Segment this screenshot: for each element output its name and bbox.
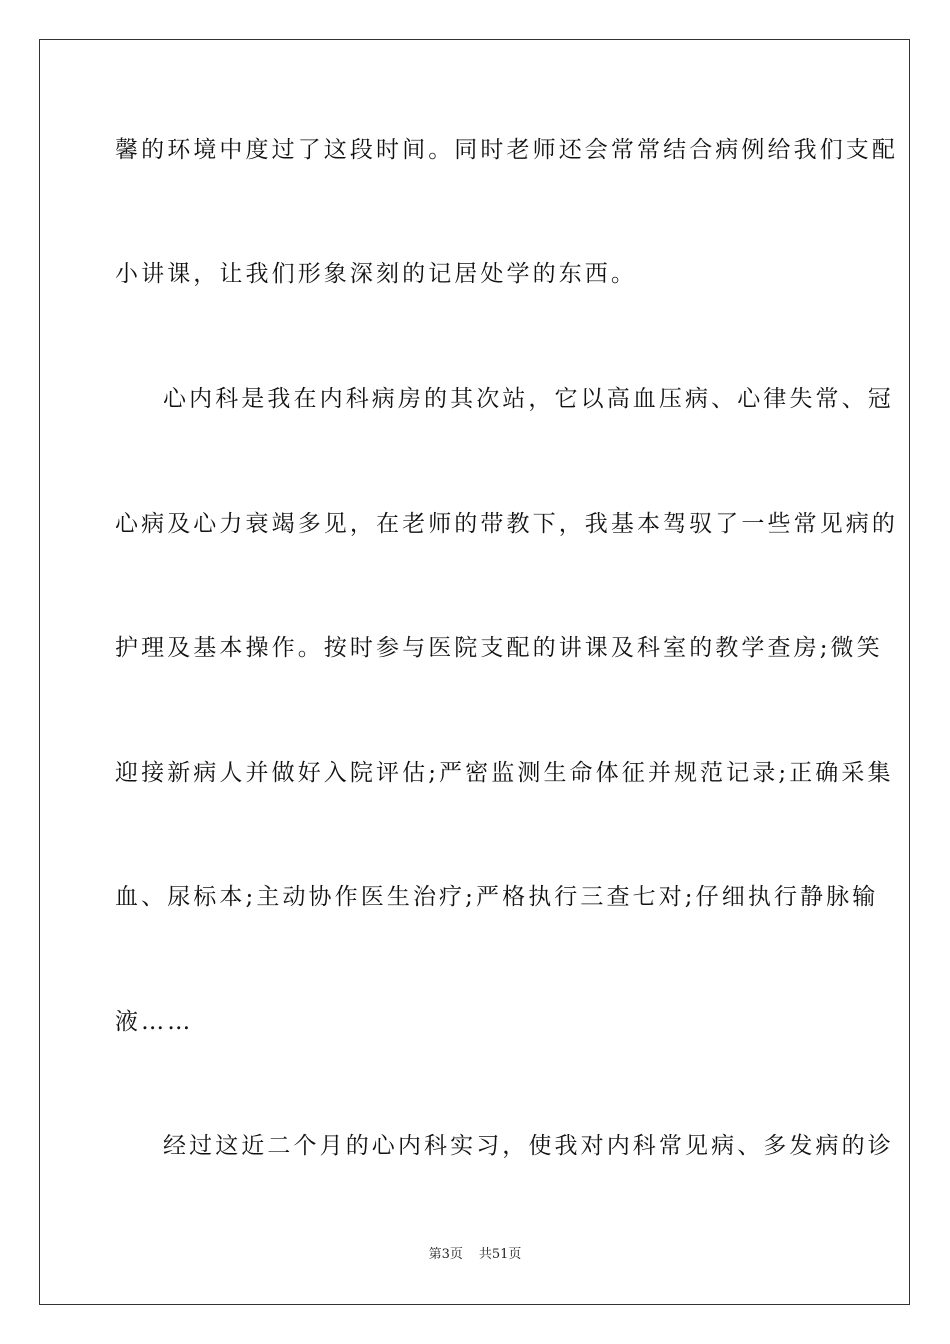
body-text-line: 馨的环境中度过了这段时间。同时老师还会常常结合病例给我们支配 bbox=[115, 137, 898, 163]
body-text-line: 迎接新病人并做好入院评估;严密监测生命体征并规范记录;正确采集 bbox=[115, 760, 894, 786]
total-pages: 共51页 bbox=[478, 1247, 522, 1262]
body-text-line: 液…… bbox=[115, 1009, 194, 1035]
body-text-line: 心病及心力衰竭多见，在老师的带教下，我基本驾驭了一些常见病的 bbox=[115, 511, 898, 537]
paragraph-first-line: 经过这近二个月的心内科实习，使我对内科常见病、多发病的诊 bbox=[163, 1133, 894, 1159]
page-footer bbox=[0, 1247, 950, 1263]
body-text-line: 护理及基本操作。按时参与医院支配的讲课及科室的教学查房;微笑 bbox=[115, 635, 883, 661]
paragraph-first-line: 心内科是我在内科病房的其次站，它以高血压病、心律失常、冠 bbox=[163, 386, 894, 412]
body-text-line: 小讲课，让我们形象深刻的记居处学的东西。 bbox=[115, 261, 637, 287]
page-number: 第3页 bbox=[428, 1247, 463, 1262]
body-text-line: 血、尿标本;主动协作医生治疗;严格执行三查七对;仔细执行静脉输 bbox=[115, 884, 879, 910]
page-border bbox=[39, 39, 910, 1305]
